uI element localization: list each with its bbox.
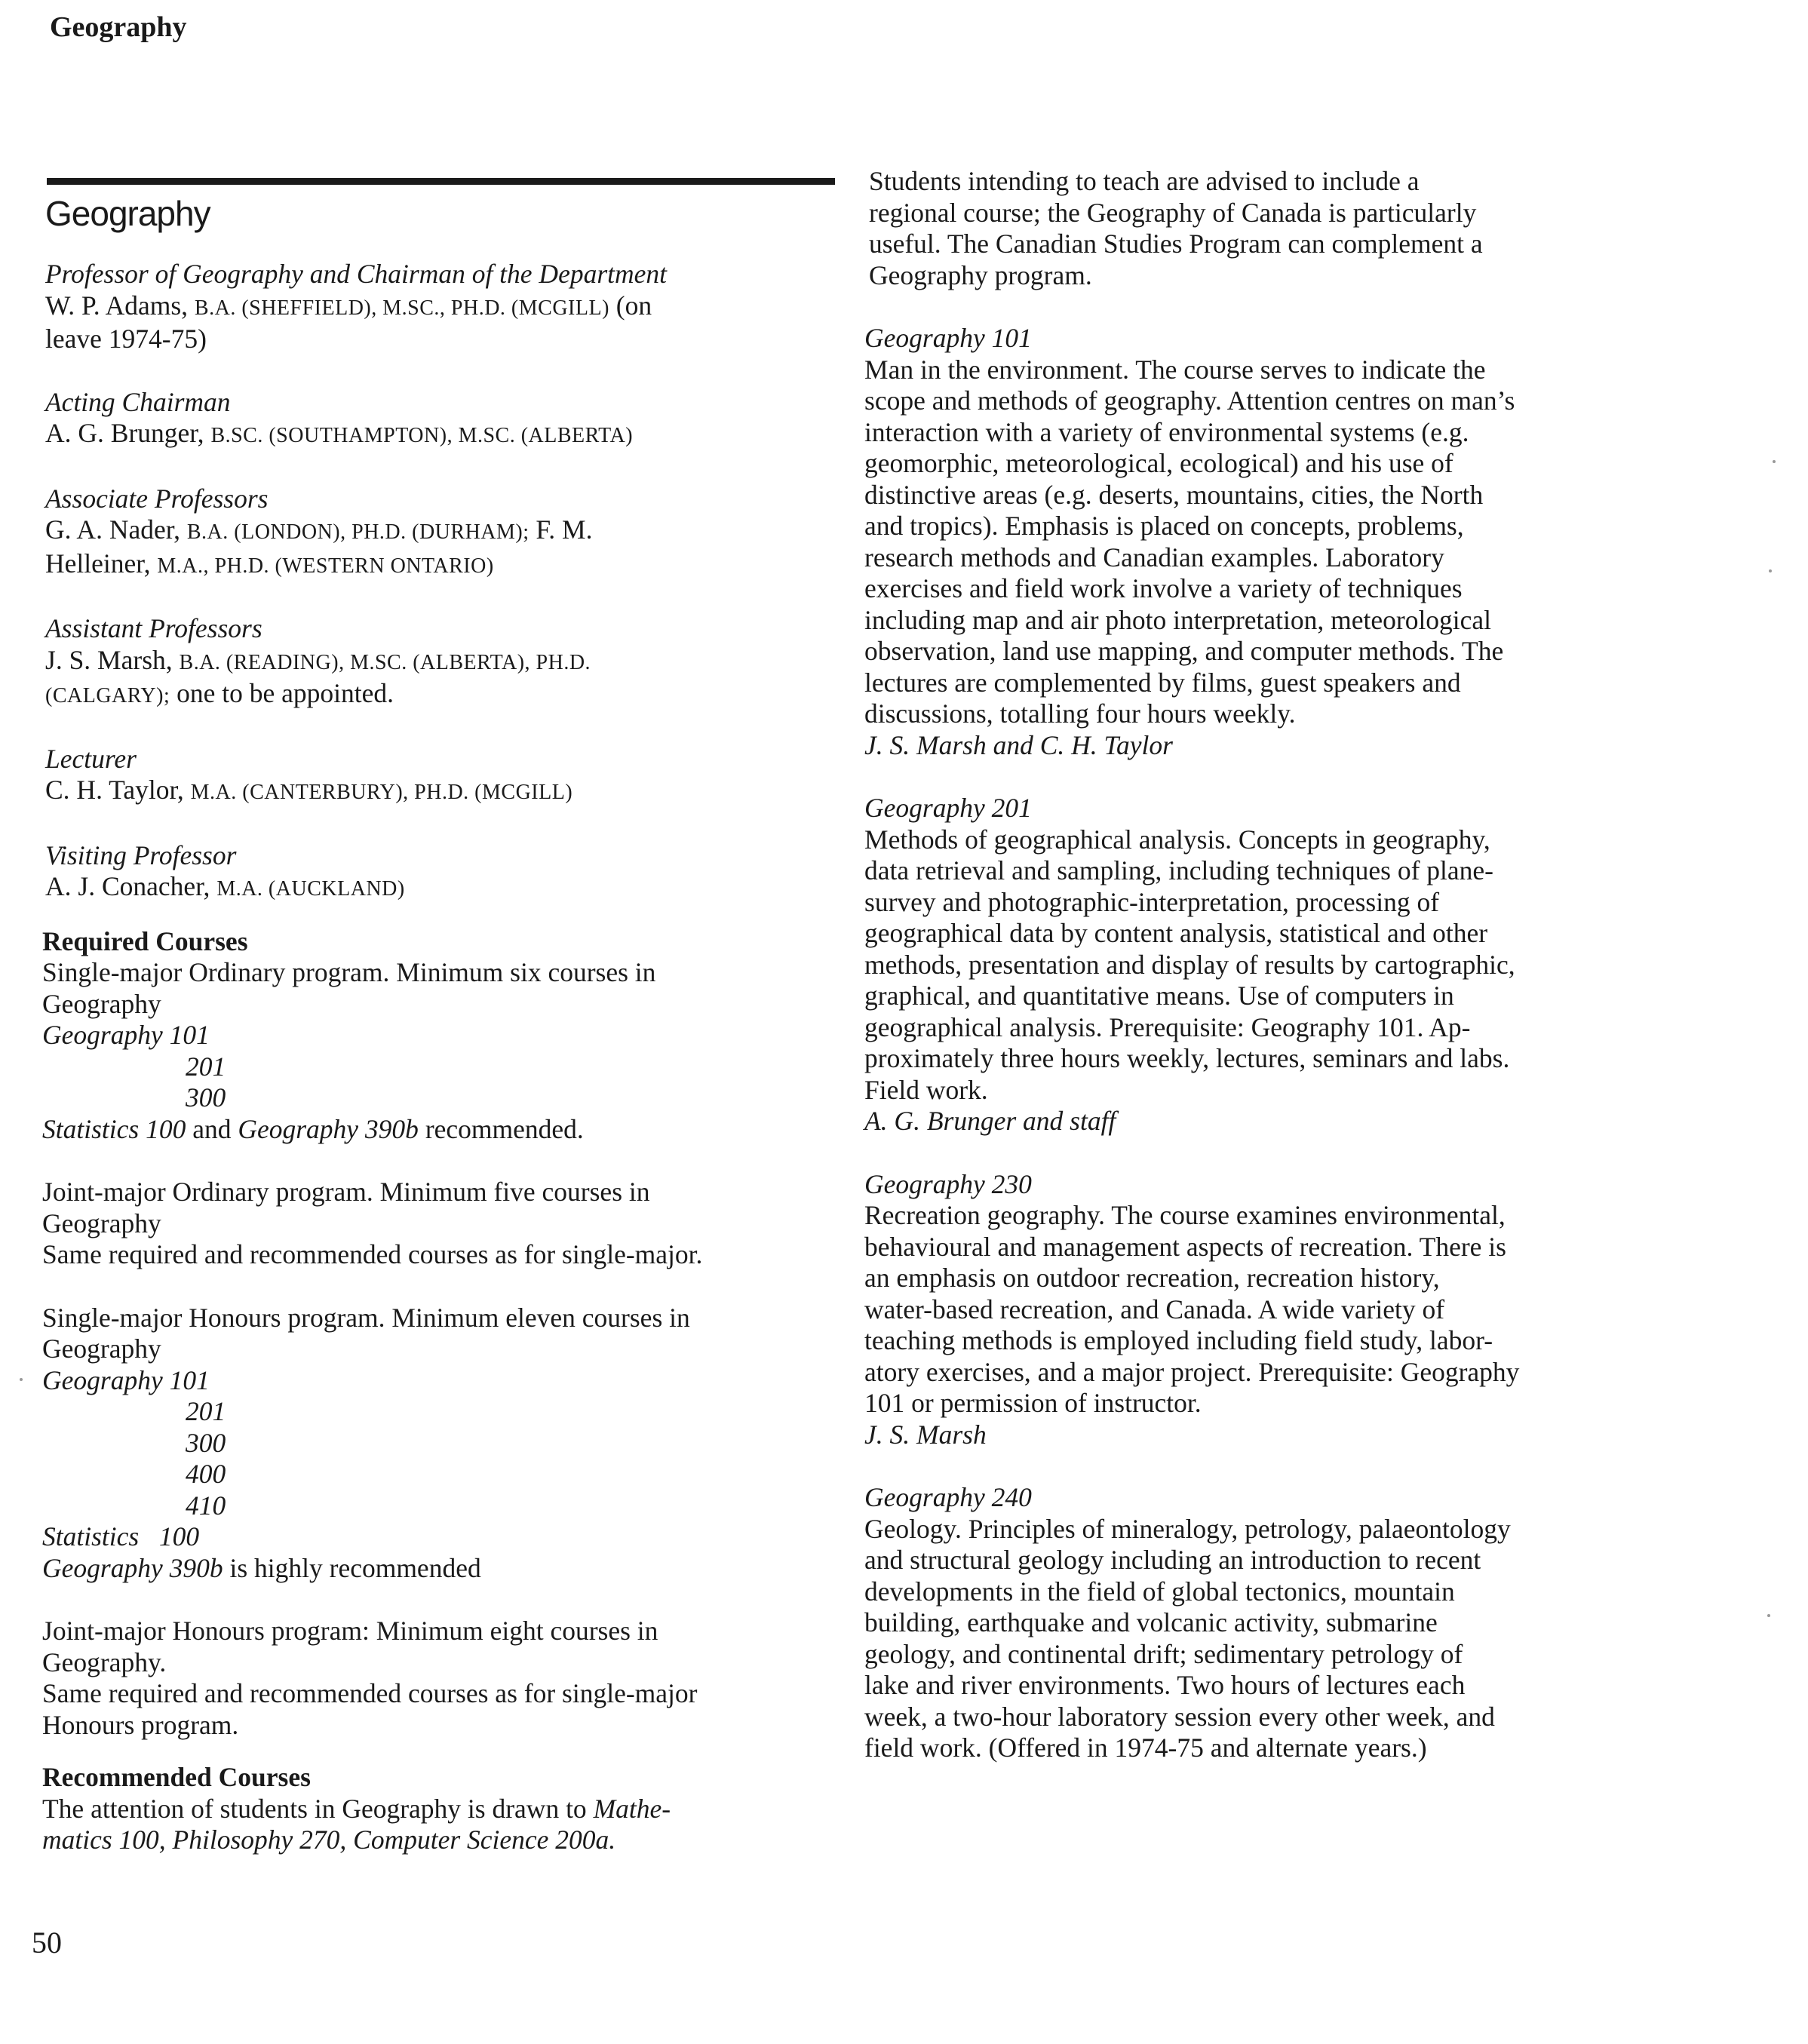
course-code: 201: [186, 1051, 226, 1082]
course-instructor: A. G. Brunger and staff: [864, 1106, 1116, 1136]
faculty-entry: (CALGARY); one to be appointed.: [45, 678, 394, 708]
scan-speck: [1769, 569, 1772, 572]
joint-major-honours: Joint-major Honours program: Minimum eight courses in Geography. Same required and recommended courses as for single-major Honours program.: [42, 1616, 698, 1740]
course-instructor: J. S. Marsh: [864, 1419, 987, 1450]
scan-speck: [1773, 460, 1776, 463]
faculty-entry: G. A. Nader, B.A. (LONDON), PH.D. (DURHAM); F. M.: [45, 514, 593, 545]
course-title: Geography 240: [864, 1482, 1032, 1512]
recommended-courses: Recommended Courses The attention of students in Geography is drawn to Mathe- matics 100, Philosophy 270, Computer Science 200a.: [42, 1762, 827, 1856]
faculty-visiting: [45, 840, 827, 905]
course-title: Geography 201: [864, 793, 1032, 823]
faculty-role: Assistant Professors: [45, 613, 262, 643]
faculty-associate: [45, 483, 827, 582]
course-code: 201: [186, 1396, 226, 1426]
faculty-note: leave 1974-75): [45, 324, 207, 354]
page-number: 50: [32, 1926, 62, 1960]
right-column: [864, 166, 1649, 1796]
course-geography-201: Geography 201 Methods of geographical analysis. Concepts in geography, data retrieval and sampling, including techniques of plane- survey and photographic-interpretation, processing of geographical data by content analysis, statistical and other methods, presentation and display of results by cartographic, graphical, and quantitative means. Use of computers in geographical analysis. Prerequisite: Geography 101. Ap- proximately three hours weekly, lectures, seminars and labs. Field work. A. G. Brunger and staff: [864, 793, 1649, 1137]
faculty-entry: A. G. Brunger, B.SC. (SOUTHAMPTON), M.SC. (ALBERTA): [45, 418, 634, 448]
course-code: Geography 101: [42, 1364, 210, 1395]
course-code: Geography 101: [42, 1020, 210, 1050]
faculty-assistant: [45, 613, 827, 712]
recommended-heading: Recommended Courses: [42, 1762, 311, 1792]
faculty-entry: C. H. Taylor, M.A. (CANTERBURY), PH.D. (MCGILL): [45, 775, 573, 805]
course-code: Statistics 100: [42, 1521, 200, 1551]
section-rule: [47, 178, 835, 185]
course-instructor: J. S. Marsh and C. H. Taylor: [864, 729, 1173, 760]
course-code: 300: [186, 1082, 226, 1113]
faculty-acting-chairman: [45, 387, 827, 452]
faculty-entry: Helleiner, M.A., PH.D. (WESTERN ONTARIO): [45, 548, 494, 579]
joint-major-ordinary: Joint-major Ordinary program. Minimum five courses in Geography Same required and recommended courses as for single-major.: [42, 1177, 703, 1269]
scan-speck: [20, 1378, 23, 1381]
course-code: 300: [186, 1427, 226, 1458]
course-code: 400: [186, 1459, 226, 1489]
left-column: [35, 175, 827, 1856]
course-title: Geography 101: [864, 323, 1032, 353]
single-major-honours: Single-major Honours program. Minimum eleven courses in Geography Geography 101 201 300 400 410 Statistics 100 Geography 390b is highly recommended: [42, 1303, 827, 1585]
required-courses: [42, 926, 827, 1856]
faculty-role: Associate Professors: [45, 483, 269, 514]
faculty-entry: W. P. Adams, B.A. (SHEFFIELD), M.SC., PH.D. (MCGILL) (on: [45, 290, 652, 321]
faculty-chairman: [45, 259, 827, 355]
course-geography-240: Geography 240 Geology. Principles of mineralogy, petrology, palaeontology and structural geology including an introduction to recent developments in the field of global tectonics, mountain building, earthquake and volcanic activity, submarine geology, and continental drift; sedimentary petrology of lake and river environments. Two hours of lectures each week, a two-hour laboratory session every other week, and field work. (Offered in 1974-75 and alternate years.): [864, 1482, 1649, 1764]
faculty-role: Professor of Geography and Chairman of the Department: [45, 259, 668, 289]
teaching-note: Students intending to teach are advised to include a regional course; the Geography of Canada is particularly useful. The Canadian Studies Program can complement a Geography program.: [869, 166, 1483, 290]
faculty-role: Visiting Professor: [45, 839, 237, 870]
scan-speck: [1767, 1614, 1770, 1617]
running-head: Geography: [50, 11, 187, 43]
faculty-entry: J. S. Marsh, B.A. (READING), M.SC. (ALBERTA), PH.D.: [45, 644, 591, 675]
course-title: Geography 230: [864, 1168, 1032, 1199]
faculty-lecturer: [45, 744, 827, 809]
course-geography-230: Geography 230 Recreation geography. The course examines environmental, behavioural and management aspects of recreation. There is an emphasis on outdoor recreation, recreation history, water-based recreation, and Canada. A wide variety of teaching methods is employed including field study, labor- atory exercises, and a major project. Prerequisite: Geography 101 or permission of instructor. J. S. Marsh: [864, 1169, 1649, 1451]
required-heading: Required Courses: [42, 925, 248, 956]
course-geography-101: Geography 101 Man in the environment. The course serves to indicate the scope and methods of geography. Attention centres on man’s interaction with a variety of environmental systems (e.g. geomorphic, meteorological, ecological) and his use of distinctive areas (e.g. deserts, mountains, cities, the North and tropics). Emphasis is placed on concepts, problems, research methods and Canadian examples. Laboratory exercises and field work involve a variety of techniques including map and air photo interpretation, meteorological observation, land use mapping, and computer methods. The lectures are complemented by films, guest speakers and discussions, totalling four hours weekly. J. S. Marsh and C. H. Taylor: [864, 323, 1649, 761]
faculty-entry: A. J. Conacher, M.A. (AUCKLAND): [45, 871, 405, 901]
faculty-role: Acting Chairman: [45, 386, 231, 417]
single-major-ordinary: Single-major Ordinary program. Minimum six courses in Geography Geography 101 201 300 Statistics 100 and Geography 390b recommended.: [42, 957, 827, 1145]
section-title: Geography: [45, 194, 210, 233]
faculty-role: Lecturer: [45, 743, 137, 774]
course-code: 410: [186, 1490, 226, 1521]
